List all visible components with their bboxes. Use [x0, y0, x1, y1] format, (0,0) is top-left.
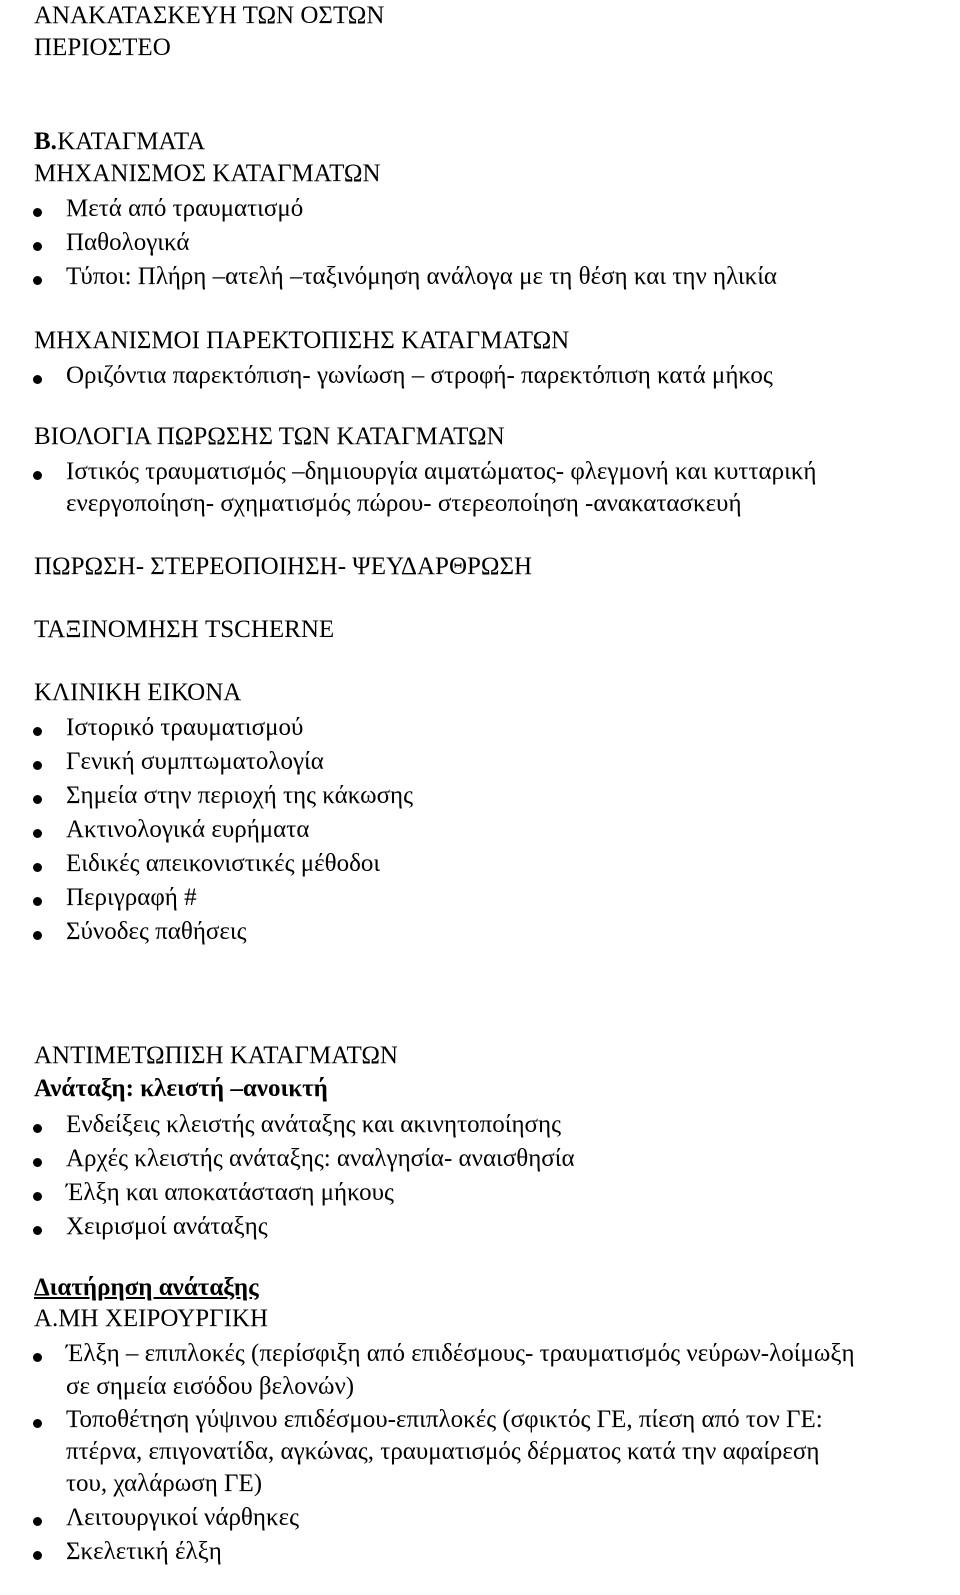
list-item-continuation: σε σημεία εισόδου βελονών) — [66, 1373, 355, 1400]
bullet-icon — [33, 1158, 42, 1167]
bullet-icon — [33, 1192, 42, 1201]
tscherne-heading: ΤΑΞΙΝΟΜΗΣΗ TSCHERNE — [34, 616, 335, 643]
bullet-icon — [33, 1124, 42, 1133]
list-item: Τύποι: Πλήρη –ατελή –ταξινόμηση ανάλογα με τη θέση και την ηλικία — [66, 263, 778, 290]
list-item-continuation: ενεργοποίηση- σχηματισμός πώρου- στερεοποίηση -ανακατασκευή — [66, 490, 742, 517]
list-item: Οριζόντια παρεκτόπιση- γωνίωση – στροφή- παρεκτόπιση κατά μήκος — [66, 362, 773, 389]
bullet-icon — [33, 471, 42, 480]
list-item: Ακτινολογικά ευρήματα — [66, 816, 310, 843]
displacement-heading: ΜΗΧΑΝΙΣΜΟΙ ΠΑΡΕΚΤΟΠΙΣΗΣ ΚΑΤΑΓΜΑΤΩΝ — [34, 327, 570, 354]
list-item: Γενική συμπτωματολογία — [66, 748, 324, 775]
reduction-heading: Ανάταξη: κλειστή –ανοικτή — [34, 1075, 328, 1102]
list-item: Σημεία στην περιοχή της κάκωσης — [66, 782, 414, 809]
bullet-icon — [33, 863, 42, 872]
list-item: Περιγραφή # — [66, 884, 197, 911]
list-item: Ιστορικό τραυματισμού — [66, 714, 304, 741]
list-item: Μετά από τραυματισμό — [66, 195, 304, 222]
section-b-title: ΚΑΤΑΓΜΑΤΑ — [57, 128, 206, 155]
list-item: Σύνοδες παθήσεις — [66, 918, 247, 945]
list-item: Έλξη και αποκατάσταση μήκους — [66, 1179, 394, 1206]
bullet-icon — [33, 1353, 42, 1362]
section-b-letter: Β. — [34, 128, 57, 155]
biology-heading: ΒΙΟΛΟΓΙΑ ΠΩΡΩΣΗΣ ΤΩΝ ΚΑΤΑΓΜΑΤΩΝ — [34, 423, 505, 450]
bullet-icon — [33, 1517, 42, 1526]
section-b-heading — [34, 126, 205, 158]
clinical-heading: ΚΛΙΝΙΚΗ ΕΙΚΟΝΑ — [34, 679, 242, 706]
list-item: Χειρισμοί ανάταξης — [66, 1213, 268, 1240]
doc-subtitle: ΠΕΡΙΟΣΤΕΟ — [34, 34, 171, 61]
bullet-icon — [33, 829, 42, 838]
list-item: Αρχές κλειστής ανάταξης: αναλγησία- αναισθησία — [66, 1145, 575, 1172]
list-item: Λειτουργικοί νάρθηκες — [66, 1504, 299, 1531]
treatment-heading: ΑΝΤΙΜΕΤΩΠΙΣΗ ΚΑΤΑΓΜΑΤΩΝ — [34, 1042, 398, 1069]
list-item: Έλξη – επιπλοκές (περίσφιξη από επιδέσμους- τραυματισμός νεύρων-λοίμωξη — [66, 1340, 855, 1367]
bullet-icon — [33, 1226, 42, 1235]
bullet-icon — [33, 375, 42, 384]
bullet-icon — [33, 242, 42, 251]
bullet-icon — [33, 761, 42, 770]
list-item: Ειδικές απεικονιστικές μέθοδοι — [66, 850, 381, 877]
list-item: Τοποθέτηση γύψινου επιδέσμου-επιπλοκές (σφικτός ΓΕ, πίεση από τον ΓΕ: — [66, 1406, 823, 1433]
list-item: Σκελετική έλξη — [66, 1538, 222, 1565]
bullet-icon — [33, 276, 42, 285]
bullet-icon — [33, 1551, 42, 1560]
bullet-icon — [33, 1419, 42, 1428]
bullet-icon — [33, 727, 42, 736]
mechanism-heading: ΜΗΧΑΝΙΣΜΟΣ ΚΑΤΑΓΜΑΤΩΝ — [34, 160, 381, 187]
union-heading: ΠΩΡΩΣΗ- ΣΤΕΡΕΟΠΟΙΗΣΗ- ΨΕΥΔΑΡΘΡΩΣΗ — [34, 553, 533, 580]
bullet-icon — [33, 208, 42, 217]
bullet-icon — [33, 897, 42, 906]
maintenance-heading: Διατήρηση ανάταξης — [34, 1274, 259, 1301]
list-item-continuation: του, χαλάρωση ΓΕ) — [66, 1470, 263, 1497]
list-item: Ενδείξεις κλειστής ανάταξης και ακινητοποίησης — [66, 1111, 561, 1138]
list-item: Παθολογικά — [66, 229, 190, 256]
doc-title: ΑΝΑΚΑΤΑΣΚΕΥΗ ΤΩΝ ΟΣΤΩΝ — [34, 2, 385, 29]
list-item: Ιστικός τραυματισμός –δημιουργία αιματώματος- φλεγμονή και κυτταρική — [66, 458, 817, 485]
nonsurgical-heading: Α.ΜΗ ΧΕΙΡΟΥΡΓΙΚΗ — [34, 1305, 269, 1332]
bullet-icon — [33, 795, 42, 804]
bullet-icon — [33, 931, 42, 940]
list-item-continuation: πτέρνα, επιγονατίδα, αγκώνας, τραυματισμός δέρματος κατά την αφαίρεση — [66, 1438, 820, 1465]
